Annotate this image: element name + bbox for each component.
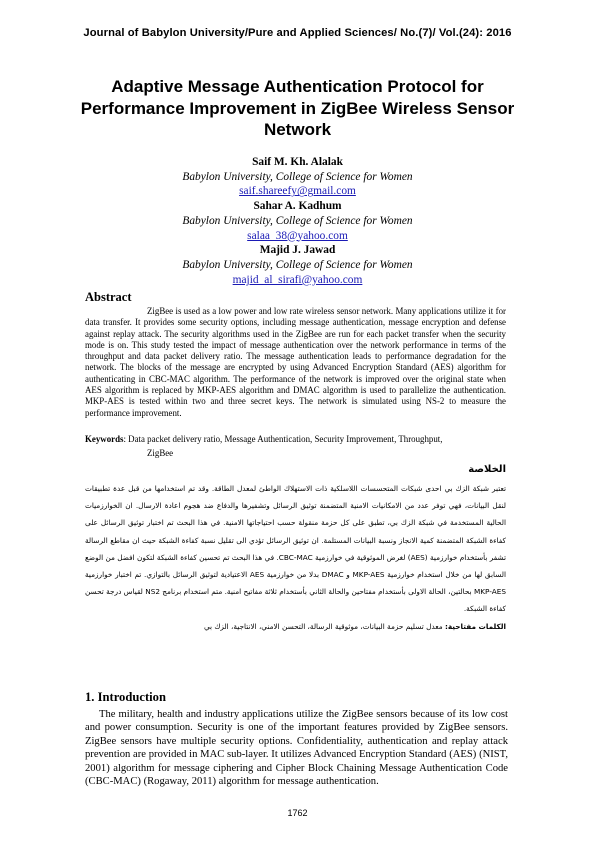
author-name: Majid J. Jawad [259, 244, 336, 257]
keywords-label: Keywords [85, 434, 124, 444]
section-heading: 1. Introduction [85, 690, 166, 704]
page-number: 1762 [287, 808, 308, 818]
keywords-list: : Data packet delivery ratio, Message Authentication, Security Improvement, Throughput, [123, 434, 443, 444]
author-affiliation: Babylon University, College of Science for Women [182, 170, 413, 183]
keywords [85, 433, 506, 460]
paper-title: Adaptive Message Authentication Protocol for Performance Improvement in ZigBee Wireless Sensor Network [80, 77, 515, 139]
abstract-heading: Abstract [85, 290, 132, 304]
abstract-text: ZigBee is used as a low power and low rate wireless sensor network. Many applications utilize it for data transfer. It provides some security options, including message authentication, message encryption and defense against replay attack. The security algorithms used in the ZigBee are run for each packet transfer when the security mode is on. This study tested the impact of message authentication over the network performance in terms of the throughput and data packet delivery ratio. The message authentication leads to performance degradation for the network. The blocks of the message are encrypted by using Advanced Encryption Standard (AES) algorithm for authenticating in CBC-MAC algorithm. The performance of the network is improved over the original state when AES algorithm is replaced by MKP-AES algorithm and DMAC algorithm is used to parallelize the authentication. MKP-AES is tested within two and three secret keys. The network is simulated using NS-2 to measure the performance improvement. [85, 306, 506, 418]
author-affiliation: Babylon University, College of Science for Women [182, 214, 413, 227]
introduction-text: The military, health and industry applications utilize the ZigBee sensors because of its low cost and power consumption. Security is one of the important features provided by ZigBee sensors. ZigBee sensors have multiple security options. Confidentiality, authentication and replay attack prevention are provided in MAC sub-layer. It utilizes Advanced Encryption Standard (AES) (NIST, 2001) algorithm for message ciphering and Cipher Block Chaining Message Authentication Code (CBC-MAC) (Rogaway, 2011) algorithm for message authentication. [85, 709, 508, 788]
arabic-abstract [85, 460, 506, 635]
author-email-link[interactable]: salaa_38@yahoo.com [247, 229, 348, 242]
author-email-link[interactable]: saif.shareefy@gmail.com [239, 185, 356, 198]
author-name: Saif M. Kh. Alalak [252, 156, 343, 168]
arabic-abstract-text: تعتبر شبكة الزك بي احدى شبكات المتحسسات اللاسلكية ذات الاستهلاك الواطئ لمعدل الطاقة. وقد تم استخدامها من قبل عدة تطبيقات لنقل البيانات، فهي توفر عدد من الامكانيات الامنية المتضمنة توثيق الرسائل وتشفيرها والدفاع ضد هجوم اعادة الارسال. ان الخوارزميات الحالية المستخدمة في شبكة الزك بي، تطبق على كل حزمة منقولة حسب احتياجاتها الامنية. في هذا البحث تم اختبار توثيق الرسائل على كفاءة الشبكة المتضمنة كمية الانجاز ونسبة البيانات المستلمة. ان توثيق الرسائل تؤدي الى تقليل نسبة كفاءة الشبكة حيث ان مقاطع الرسالة تشفر بأستخدام خوارزمية (AES) لغرض الموثوقية في خوارزمية CBC-MAC. في هذا البحث تم تحسين كفاءة الشبكة لتكون افضل من الوضع السابق لها من خلال استخدام خوارزمية MKP-AES و DMAC بدلا من خوارزمية AES الاعتيادية لتوثيق الرسائل بالتوازي. تم اختبار خوارزمية MKP-AES بحالتين، الحالة الاولى بأستخدام مفتاحين والحالة الثاني بأستخدام ثلاثة مفاتيح امنية. متم استخدام برنامج NS2 لقياس درجة تحسن كفاءة الشبكة. [85, 484, 506, 614]
arabic-keywords: معدل تسليم حزمة البيانات، موثوقية الرسالة، التحسن الامني، الانتاجية، الزك بي [203, 621, 445, 631]
keywords-list-end: ZigBee [147, 447, 174, 458]
author-email-link[interactable]: majid_al_sirafi@yahoo.com [232, 273, 363, 286]
arabic-abstract-heading: الخلاصة [468, 464, 506, 475]
author-affiliation: Babylon University, College of Science for Women [182, 258, 413, 271]
author-block [100, 155, 495, 287]
arabic-keywords-label: الكلمات مفتاحية: [444, 621, 506, 631]
author-name: Sahar A. Kadhum [253, 200, 342, 213]
journal-header: Journal of Babylon University/Pure and Applied Sciences/ No.(7)/ Vol.(24): 2016 [83, 27, 512, 39]
